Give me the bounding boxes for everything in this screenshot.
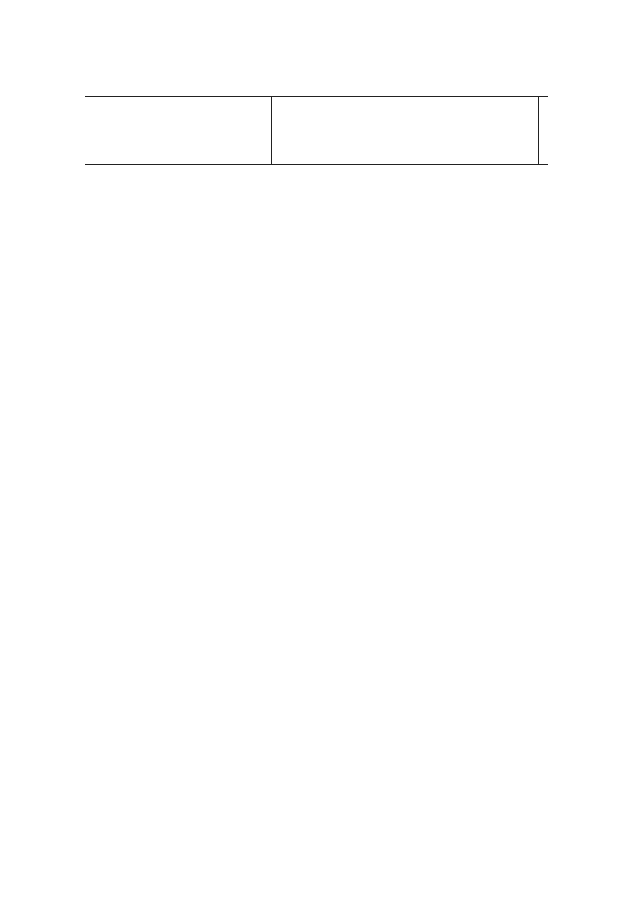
header-code	[85, 97, 271, 164]
header-name	[271, 97, 539, 164]
table-header	[85, 96, 548, 165]
header-level	[539, 97, 599, 164]
